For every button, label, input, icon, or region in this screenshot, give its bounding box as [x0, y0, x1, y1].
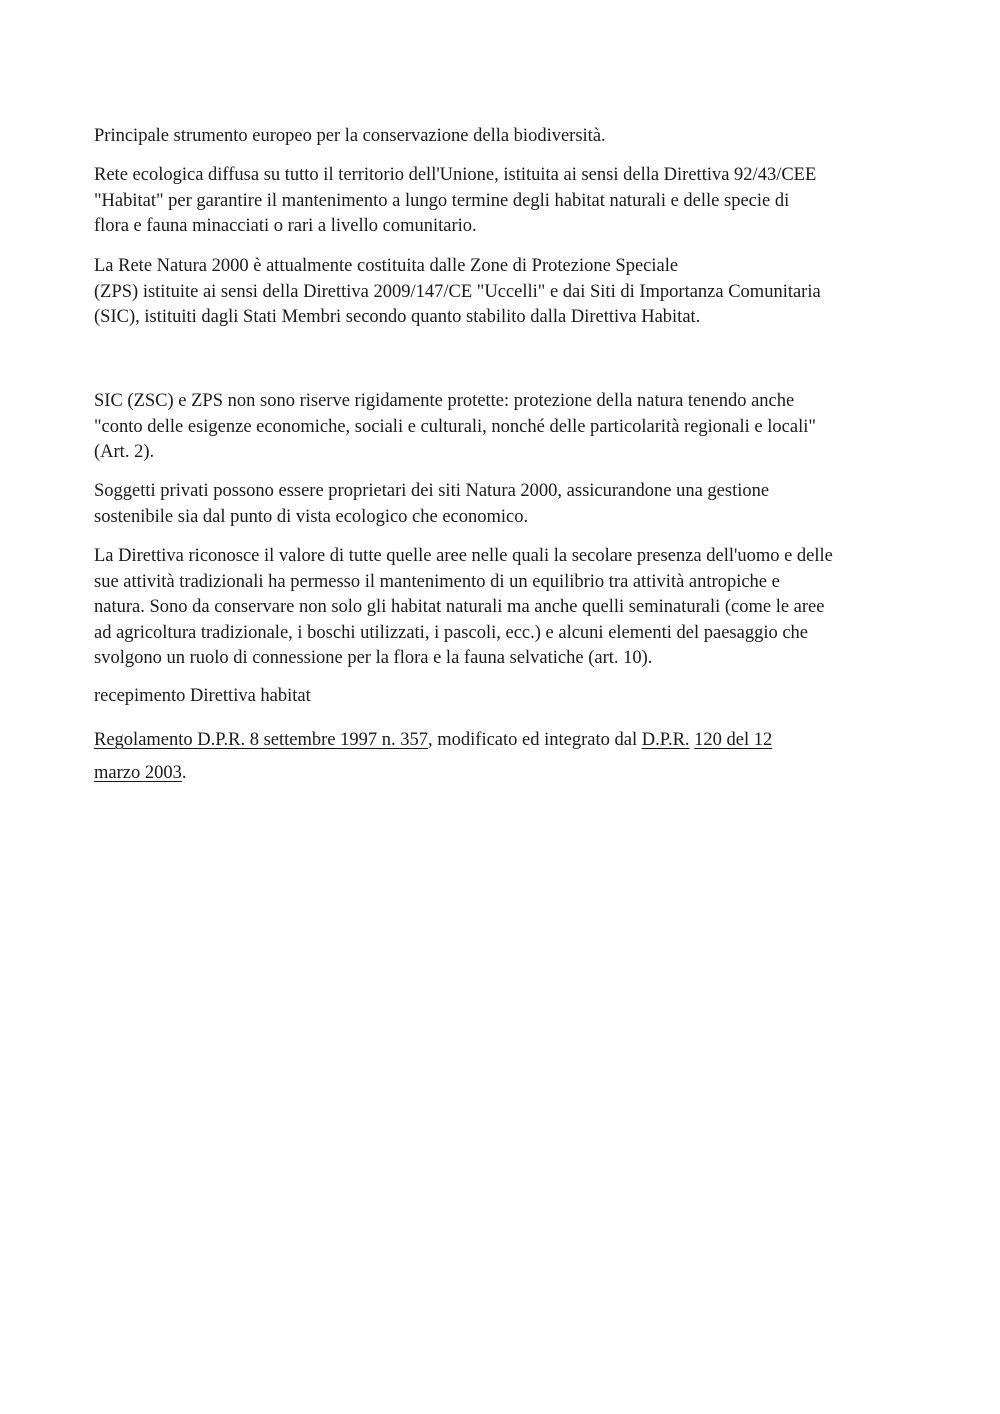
- text-line: flora e fauna minacciati o rari a livello comunitario.: [94, 216, 477, 236]
- paragraph-recepimento: [94, 684, 914, 710]
- link-marzo-2003[interactable]: marzo 2003: [94, 763, 182, 783]
- paragraph-regolamento: [94, 724, 914, 790]
- text-line: "conto delle esigenze economiche, sociali e culturali, nonché delle particolarità regionali e locali": [94, 416, 816, 437]
- paragraph-rete-natura-2000: [94, 254, 914, 331]
- text-line: (Art. 2).: [94, 442, 155, 462]
- link-dpr-120[interactable]: 120 del 12: [694, 730, 773, 750]
- text-line: Soggetti privati possono essere proprietari dei siti Natura 2000, assicurandone una gestione: [94, 481, 770, 501]
- text-line: Principale strumento europeo per la conservazione della biodiversità.: [94, 126, 606, 146]
- text-line: La Rete Natura 2000 è attualmente costituita dalle Zone di Protezione Speciale: [94, 256, 679, 276]
- paragraph-sic-zps: [94, 389, 914, 466]
- text-line: Rete ecologica diffusa su tutto il territorio dell'Unione, istituita ai sensi della Direttiva 92/43/CEE: [94, 165, 817, 185]
- link-dpr[interactable]: D.P.R.: [641, 730, 690, 750]
- paragraph-intro: [94, 124, 914, 150]
- inline-text: , modificato ed integrato dal: [428, 730, 642, 750]
- paragraph-soggetti-privati: [94, 479, 914, 530]
- text-line: ad agricoltura tradizionale, i boschi utilizzati, i pascoli, ecc.) e alcuni elementi del paesaggio che: [94, 622, 809, 643]
- text-line: recepimento Direttiva habitat: [94, 686, 311, 706]
- text-line: sue attività tradizionali ha permesso il mantenimento di un equilibrio tra attività antropiche e: [94, 571, 780, 592]
- text-line: (ZPS) istituite ai sensi della Direttiva 2009/147/CE "Uccelli" e dai Siti di Importanza Comunitaria: [94, 281, 821, 302]
- text-line: [94, 724, 914, 757]
- text-line: (SIC), istituiti dagli Stati Membri secondo quanto stabilito dalla Direttiva Habitat.: [94, 307, 701, 327]
- text-line: svolgono un ruolo di connessione per la flora e la fauna selvatiche (art. 10).: [94, 648, 653, 668]
- paragraph-rete-ecologica: [94, 163, 914, 240]
- text-line: [94, 757, 914, 790]
- text-line: SIC (ZSC) e ZPS non sono riserve rigidamente protette: protezione della natura tenendo anche: [94, 391, 795, 411]
- paragraph-direttiva: [94, 544, 914, 672]
- inline-text: .: [181, 763, 187, 783]
- text-line: sostenibile sia dal punto di vista ecologico che economico.: [94, 506, 529, 527]
- text-line: La Direttiva riconosce il valore di tutte quelle aree nelle quali la secolare presenza dell'uomo e delle: [94, 546, 833, 566]
- text-line: "Habitat" per garantire il mantenimento a lungo termine degli habitat naturali e delle specie di: [94, 190, 790, 211]
- text-line: natura. Sono da conservare non solo gli habitat naturali ma anche quelli seminaturali (come le aree: [94, 597, 825, 617]
- link-regolamento-dpr-357[interactable]: Regolamento D.P.R. 8 settembre 1997 n. 357: [94, 730, 428, 750]
